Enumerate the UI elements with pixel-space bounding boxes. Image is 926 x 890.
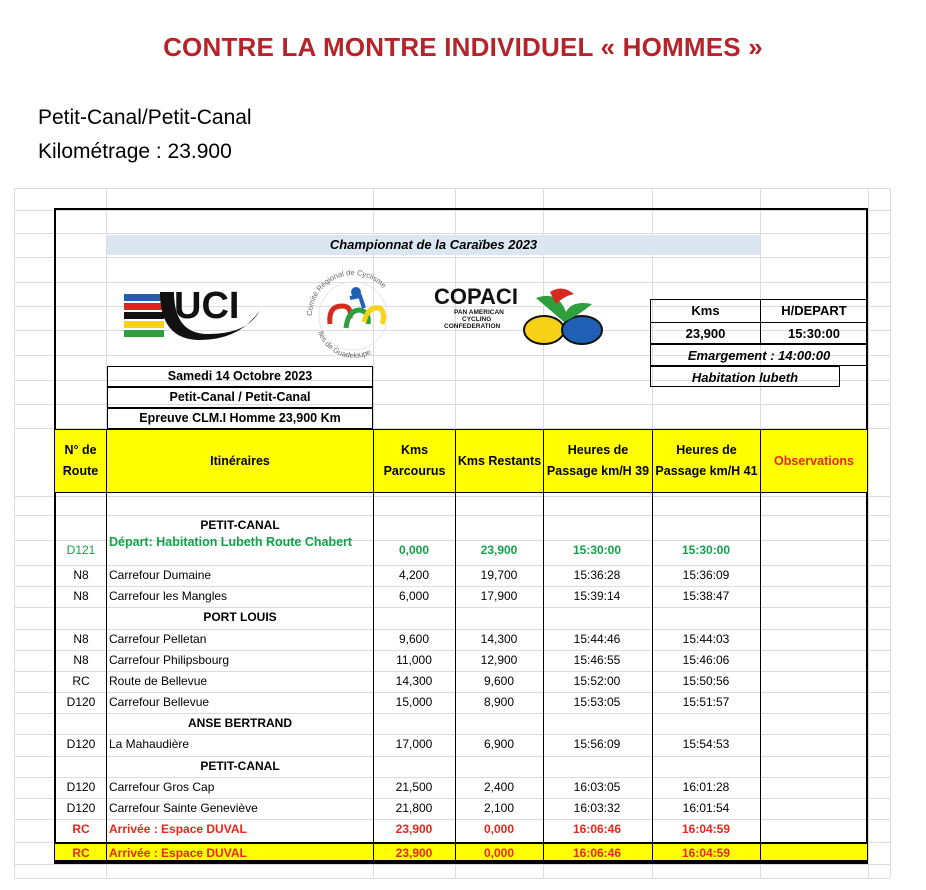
route-number: D120 [66,780,96,794]
header-heures-41: Heures de Passage km/H 41 [652,429,761,493]
header-observations: Observations [760,429,868,493]
kms-parcourus: 4,200 [398,568,430,582]
col-sep [760,493,761,842]
route-number: D120 [66,737,96,751]
copaci-logo-sub1: PAN AMERICAN [454,309,504,316]
heure-passage-39: 15:46:55 [573,653,621,667]
itinerary-name: Carrefour Bellevue [109,695,210,709]
final-row-separator [760,842,761,862]
itinerary-name: La Mahaudière [109,737,190,751]
kms-restants: 2,100 [483,801,515,815]
kms-restants: 23,900 [480,543,518,557]
depart-label: H/DEPART [760,299,868,323]
kms-restants: 14,300 [480,632,518,646]
route-number: RC [72,822,90,836]
heure-passage-39: 15:44:46 [573,632,621,646]
heure-passage-39: 15:56:09 [573,737,621,751]
kms-restants: 2,400 [483,780,515,794]
copaci-logo [432,282,612,350]
svg-text:Iles de Guadeloupe [316,330,372,360]
heure-passage-39: 16:03:32 [573,801,621,815]
kms-parcourus: 21,500 [395,780,433,794]
final-row-separator [652,842,653,862]
section-label: PETIT-CANAL [200,759,280,773]
page-title: CONTRE LA MONTRE INDIVIDUEL « HOMMES » [163,32,763,62]
kms-parcourus: 14,300 [395,674,433,688]
gridline [890,188,891,878]
habitation-location: Habitation lubeth [650,366,840,387]
kms-parcourus: 6,000 [398,589,430,603]
route-number: D120 [66,801,96,815]
itinerary-name: Carrefour Pelletan [109,632,207,646]
gridline [14,188,15,878]
copaci-logo-sub2: CYCLING [462,316,492,323]
col-sep [106,493,107,842]
kms-restants: 8,900 [483,695,515,709]
kms-restants: 9,600 [483,674,515,688]
distance-subtitle: Kilométrage : 23.900 [38,140,232,163]
route-number: D121 [66,543,96,557]
depart-value: 15:30:00 [760,322,868,344]
gridline [868,188,869,878]
heure-passage-39: 15:39:14 [573,589,621,603]
kms-restants: 6,900 [483,737,515,751]
kms-parcourus: 17,000 [395,737,433,751]
route-number: RC [72,846,90,860]
heure-passage-41: 15:30:00 [681,543,731,557]
heure-passage-39: 15:30:00 [572,543,622,557]
kms-restants: 17,900 [480,589,518,603]
section-label: ANSE BERTRAND [187,716,292,730]
heure-passage-41: 15:44:03 [682,632,730,646]
gridline [14,878,890,879]
route-number: N8 [73,589,89,603]
itinerary-name: Arrivée : Espace DUVAL [109,822,247,836]
kms-restants: 0,000 [483,846,515,860]
crc-guadeloupe-logo [298,266,408,362]
itinerary-name: Départ: Habitation Lubeth Route Chabert [109,535,353,549]
kms-parcourus: 15,000 [395,695,433,709]
header-kms-restants: Kms Restants [455,429,544,493]
heure-passage-41: 15:36:09 [682,568,730,582]
route-subtitle: Petit-Canal/Petit-Canal [38,106,252,129]
heure-passage-41: 15:46:06 [682,653,730,667]
gridline [14,188,890,189]
gridline [14,864,890,865]
heure-passage-39: 15:36:28 [573,568,621,582]
header-kms-parcourus: Kms Parcourus [373,429,456,493]
header-route: N° de Route [54,429,107,493]
final-row-separator [106,842,107,862]
header-itineraires: Itinéraires [106,429,374,493]
copaci-logo-text: COPACI [434,284,518,309]
kms-parcourus: 9,600 [398,632,430,646]
itinerary-name: Carrefour Dumaine [109,568,212,582]
kms-restants: 12,900 [480,653,518,667]
heure-passage-39: 16:03:05 [573,780,621,794]
route-number: N8 [73,568,89,582]
emargement-time: Emargement : 14:00:00 [650,344,868,366]
route-number: N8 [73,632,89,646]
section-label: PETIT-CANAL [200,518,280,532]
route-number: RC [72,674,90,688]
uci-logo-text: UCI [174,285,240,327]
heure-passage-41: 16:01:54 [682,801,730,815]
championship-banner: Championnat de la Caraïbes 2023 [107,235,760,255]
route-number: D120 [66,695,96,709]
heure-passage-41: 16:01:28 [682,780,730,794]
heure-passage-39: 16:06:46 [572,846,622,860]
kms-restants: 0,000 [483,822,515,836]
itinerary-name: Carrefour Philipsbourg [109,653,230,667]
kms-parcourus: 23,900 [395,846,433,860]
crc-logo-bottom-text: Iles de Guadeloupe [316,329,373,360]
heure-passage-41: 15:54:53 [682,737,730,751]
section-label: PORT LOUIS [203,610,277,624]
heure-passage-41: 15:38:47 [682,589,730,603]
header-heures-39: Heures de Passage km/H 39 [543,429,653,493]
kms-restants: 19,700 [480,568,518,582]
uci-logo [120,270,270,350]
kms-parcourus: 23,900 [395,822,433,836]
itinerary-name: Carrefour Sainte Geneviève [109,801,258,815]
itinerary-name: Carrefour les Mangles [109,589,228,603]
event-course: Petit-Canal / Petit-Canal [107,387,373,408]
final-row-separator [455,842,456,862]
kms-parcourus: 11,000 [396,653,432,667]
kms-value: 23,900 [650,322,761,344]
itinerary-name: Arrivée : Espace DUVAL [109,846,247,860]
event-epreuve: Epreuve CLM.I Homme 23,900 Km [107,408,373,429]
heure-passage-41: 15:51:57 [682,695,730,709]
heure-passage-39: 15:52:00 [573,674,621,688]
heure-passage-41: 16:04:59 [681,846,731,860]
final-row-separator [543,842,544,862]
copaci-logo-sub3: CONFEDERATION [444,323,501,330]
kms-parcourus: 21,800 [395,801,433,815]
itinerary-name: Route de Bellevue [109,674,208,688]
final-row-separator [373,842,374,862]
heure-passage-41: 15:50:56 [682,674,730,688]
heure-passage-39: 15:53:05 [573,695,621,709]
crc-logo-top-text: Comité Régional de Cyclisme [304,267,389,317]
heure-passage-39: 16:06:46 [572,822,622,836]
itinerary-name: Carrefour Gros Cap [109,780,215,794]
event-date: Samedi 14 Octobre 2023 [107,366,373,387]
heure-passage-41: 16:04:59 [681,822,731,836]
kms-label: Kms [650,299,761,323]
kms-parcourus: 0,000 [398,543,430,557]
route-number: N8 [73,653,89,667]
